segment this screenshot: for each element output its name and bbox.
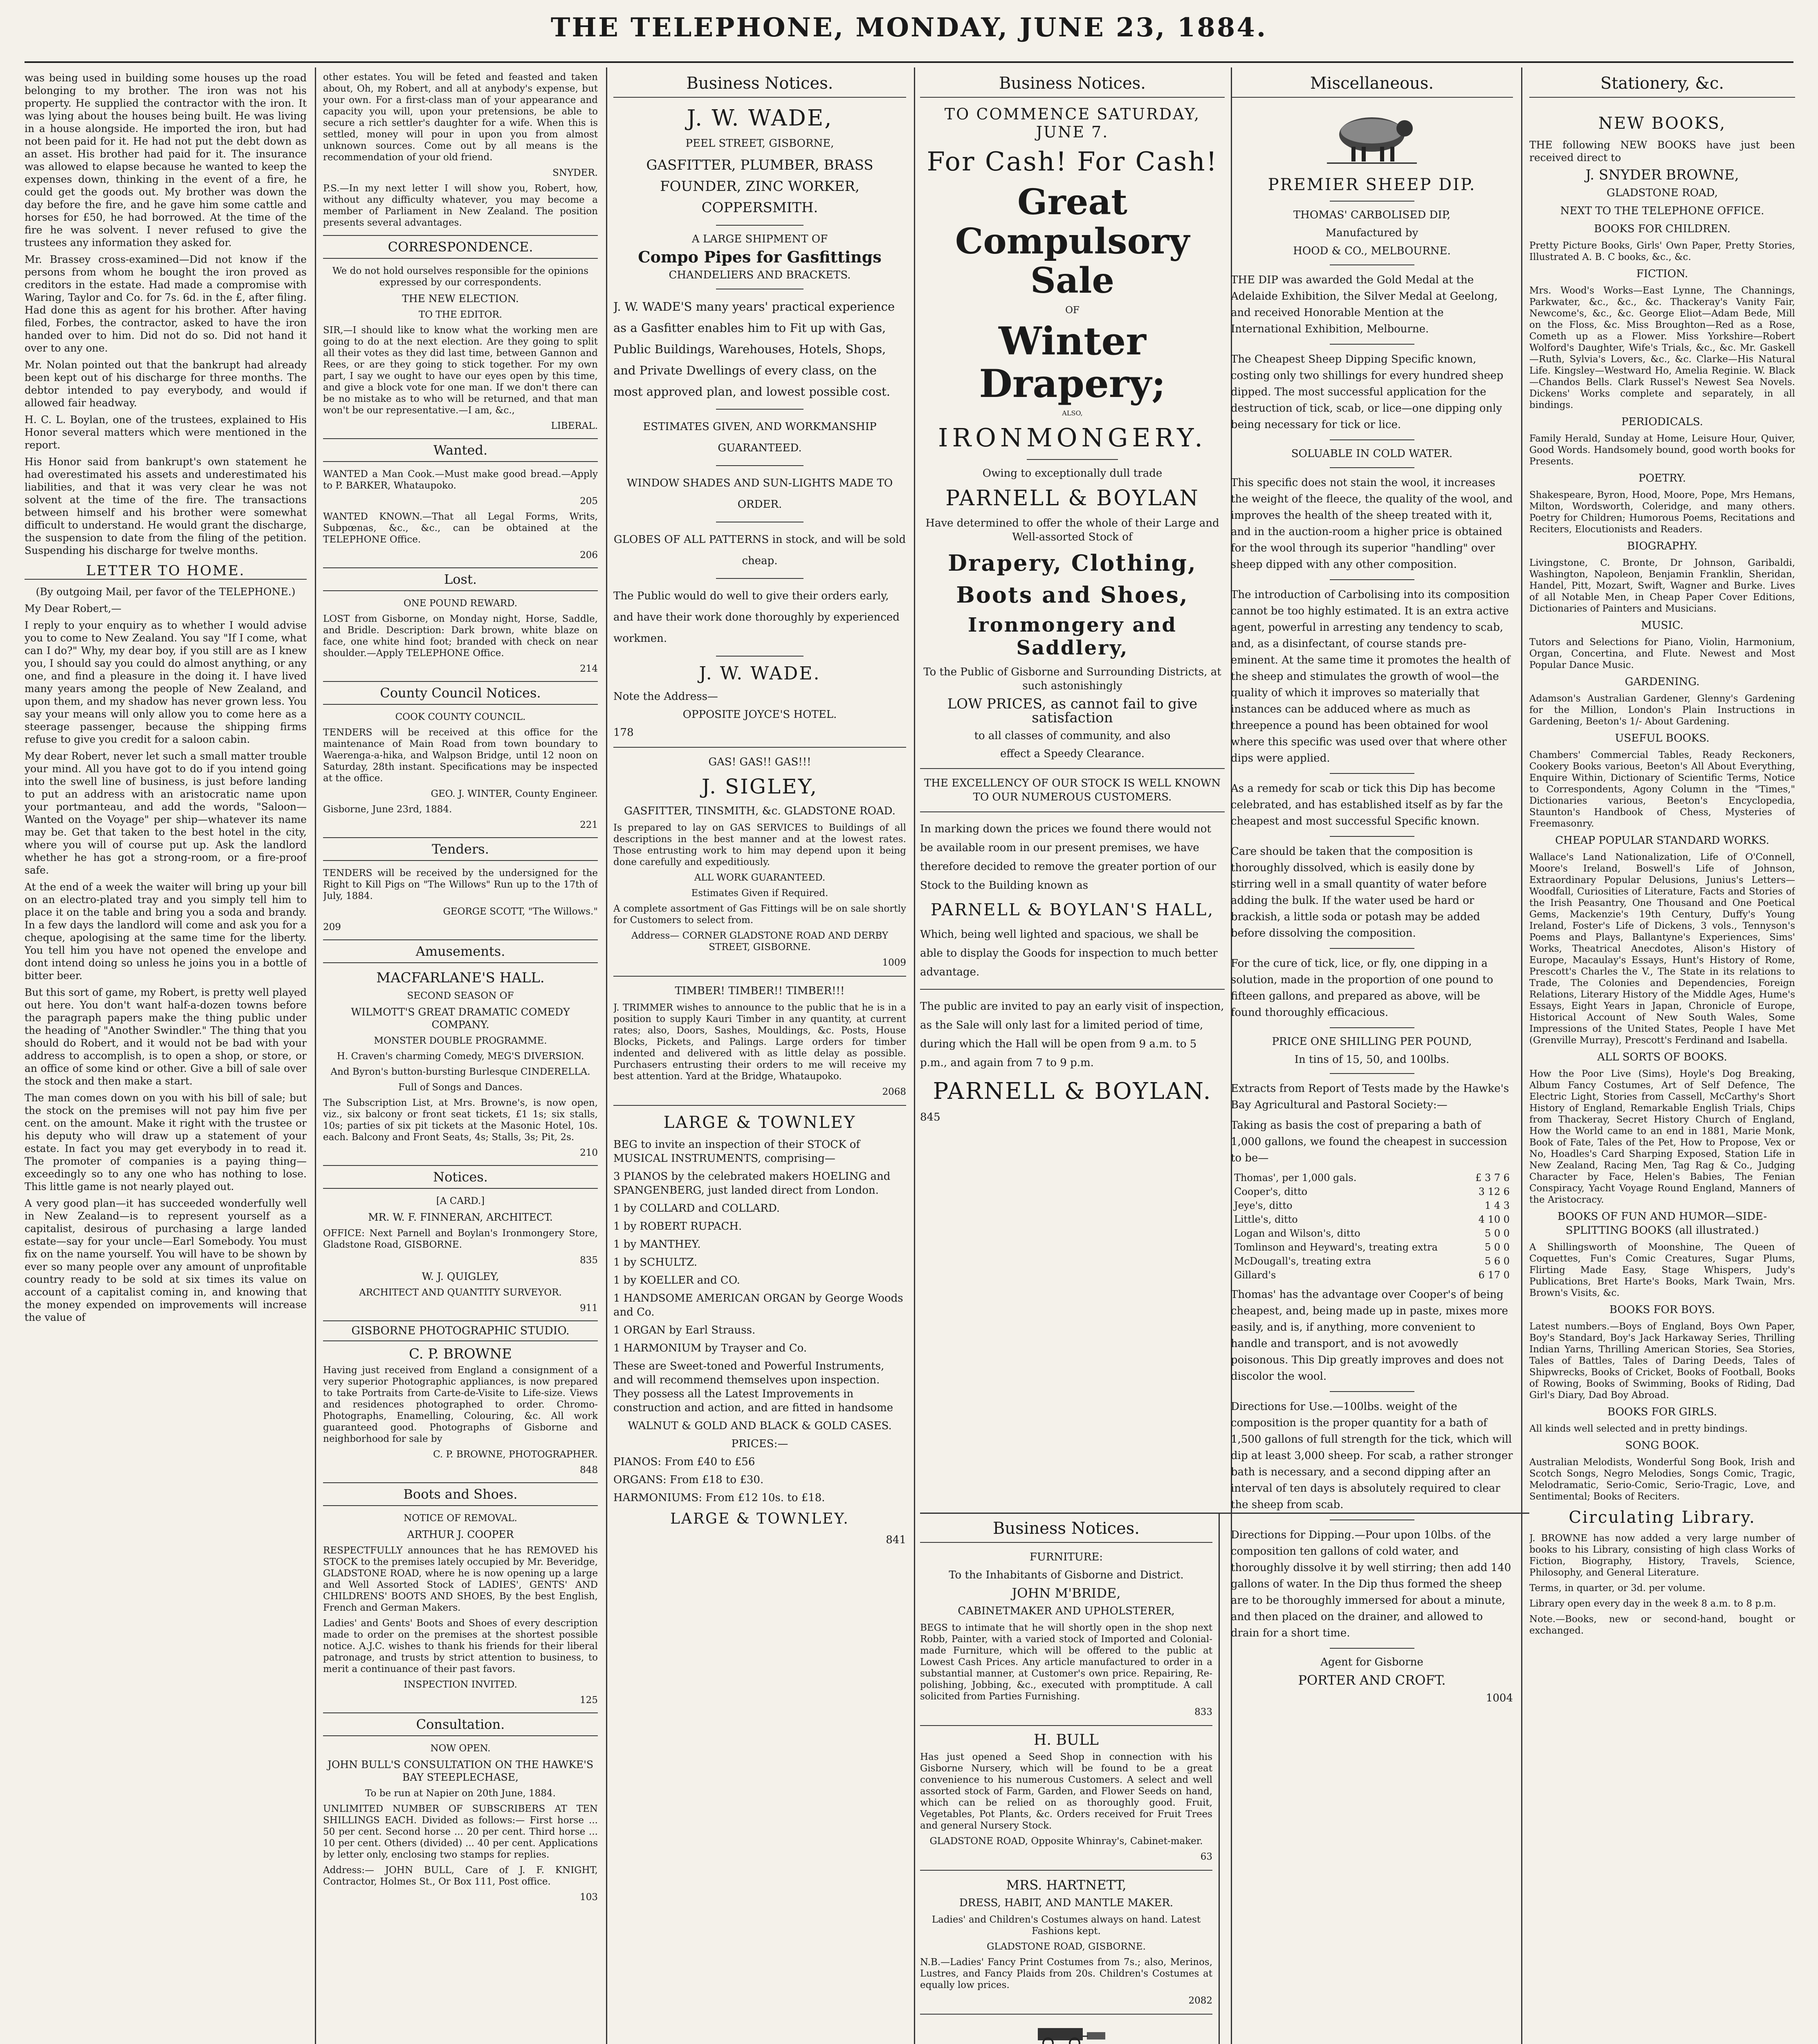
ad-line: ORGANS: From £18 to £30.	[613, 1474, 764, 1486]
ad-line: Note the Address—	[613, 690, 718, 703]
ad-title: MRS. HARTNETT,	[1006, 1877, 1127, 1893]
ad-line: NOW OPEN.	[430, 1743, 491, 1754]
letter-greeting: My Dear Robert,—	[25, 603, 121, 614]
section-heading: Boots and Shoes.	[323, 1482, 598, 1506]
ad-line: PRICE ONE SHILLING PER POUND,	[1272, 1035, 1472, 1048]
coach-icon	[1021, 2022, 1111, 2044]
book-section: PERIODICALS.	[1621, 416, 1703, 428]
ad-line: 1 by SCHULTZ.	[613, 1256, 698, 1269]
book-section: CHEAP POPULAR STANDARD WORKS.	[1555, 834, 1769, 847]
ad-body: Taking as basis the cost of preparing a bath of 1,000 gallons, we found the cheapest in succession to be—	[1231, 1119, 1507, 1164]
ad-line: 1 by KOELLER and CO.	[613, 1274, 740, 1286]
book-section: BOOKS FOR BOYS.	[1609, 1304, 1715, 1316]
ad-line: And Byron's button-bursting Burlesque CINDERELLA.	[330, 1067, 590, 1077]
ad-body: The Cheapest Sheep Dipping Specific known, costing only two shillings for every hundred sheep dipped. The most successful application for the destruction of tick, scab, or lice—one dipping only being necessary for tick or lice.	[1231, 353, 1504, 431]
ad-body: 3 PIANOS by the celebrated makers HOELING and SPANGENBERG, just landed direct from London.	[613, 1170, 891, 1197]
column-divider	[606, 67, 607, 2044]
ad-body: Ladies' and Children's Costumes always on hand. Latest Fashions kept.	[931, 1914, 1201, 1936]
article-paragraph: The man comes down on you with his bill of sale; but the stock on the premises will not pay him five per cent. on the amount. Make it right with the trustee or his deputy who will draw up a statement of your estate. In fact you may get everybody in to read it. The promoter of companies is a paying thing—exceedingly so to any one who has nothing to lose. This little game is not nearly played out.	[25, 1092, 307, 1192]
section-heading: Consultation.	[323, 1712, 598, 1736]
ad-body: Directions for Use.—100lbs. weight of the composition is the proper quantity for a bath of 1,500 gallons of full strength for the tick, which will dip at least 3,000 sheep. For scab, a rather stronger bath is necessary, and a second dipping after an interval of ten days is absolutely required to clear the sheep from scab.	[1231, 1401, 1513, 1511]
ad-body: Has just opened a Seed Shop in connection with his Gisborne Nursery, which will be found to be a great convenience to his numerous Customers. A select and well assorted stock of Farm, Garden, and Flower Seeds on hand, which can be relied on as thoroughly good. Fruit, Vegetables, Pot Plants, &c. Orders received for Fruit Trees and general Nursery Stock.	[920, 1752, 1212, 1831]
ad-body: Note.—Books, new or second-hand, bought or exchanged.	[1529, 1614, 1795, 1636]
ad-line: ARCHITECT AND QUANTITY SURVEYOR.	[359, 1287, 562, 1298]
ad-body: The public are invited to pay an early visit of inspection, as the Sale will only last for a limited period of time, during which the Hall will be open from 9 a.m. to 5 p.m., and again from 7 to 9 p.m.	[920, 1000, 1224, 1069]
ad-body: As a remedy for scab or tick this Dip has become celebrated, and has established itself as by far the cheapest and most successful Specific known.	[1231, 782, 1503, 827]
ad-title: H. BULL	[1034, 1732, 1099, 1748]
ad-title: NEW BOOKS,	[1598, 114, 1726, 133]
ad-line: CABINETMAKER AND UPHOLSTERER,	[958, 1605, 1175, 1617]
ad-body: In marking down the prices we found there would not be available room in our present premises, we have therefore decided to remove the greater portion of our Stock to the Building known as	[920, 823, 1216, 892]
table-row	[1232, 1185, 1512, 1198]
correspondence-title: THE NEW ELECTION.	[402, 293, 519, 305]
column-divider	[1219, 1513, 1220, 2044]
ad-date: Gisborne, June 23rd, 1884.	[323, 804, 452, 815]
ad-line: PARNELL & BOYLAN'S HALL,	[930, 901, 1214, 919]
ad-line: GLOBES OF ALL PATTERNS in stock, and will be sold cheap.	[613, 533, 906, 567]
ad-title: NOTICE OF REMOVAL.	[404, 1513, 517, 1524]
dip-name-cell: Thomas', per 1,000 gals.	[1234, 1172, 1357, 1183]
article-paragraph: His Honor said from bankrupt's own statement he had overestimated his assets and underestimated his liabilities, and that it was very clear he was not solvent at the time of the fire. The transactions between himself and his brother were somewhat difficult to understand. He would grant the discharge, the suspension to date from the filing of the petition. Suspending his discharge for twelve months.	[25, 456, 307, 556]
dip-cost-cell: 4 10 0	[1478, 1214, 1510, 1225]
sale-winter: Winter Drapery;	[979, 319, 1166, 406]
column-6	[1529, 72, 1795, 2044]
classified-ad: TENDERS will be received at this office for the maintenance of Main Road from town boundary to Waerenga-a-hika, and Walpson Bridge, until 12 noon on Saturday, 28th instant. Specifications may be inspected at the office.	[323, 727, 598, 784]
book-section: BOOKS OF FUN AND HUMOR—SIDE-SPLITTING BOOKS (all illustrated.)	[1557, 1210, 1767, 1237]
ad-line: A LARGE SHIPMENT OF	[691, 233, 828, 245]
dip-name-cell: McDougall's, treating extra	[1234, 1255, 1371, 1267]
sale-title: Great Compulsory Sale	[955, 182, 1190, 301]
section-heading: Notices.	[323, 1165, 598, 1189]
ad-signature: GEORGE SCOTT, "The Willows."	[443, 906, 598, 917]
book-list: How the Poor Live (Sims), Hoyle's Dog Breaking, Album Fancy Costumes, Art of Self Defence, The Electric Light, Stories from Cassell, McCarthy's Short History of England, Remarkable English Trials, Chips from Thackeray, Secret History Church of England, How the World came to an end in 1881, Marie Monk, Book of Fate, Tales of the Pet, How to Propose, Vex or No, Hoadles's Card Sharping Exposed, Station Life in New Zealand, Racing Men, Tag Rag & Co., Judging Character by Face, Helen's Babies, The Fenian Conspiracy, Yacht Voyage Round England, Manners of the Aristocracy.	[1529, 1069, 1795, 1205]
ad-line: ESTIMATES GIVEN, AND WORKMANSHIP GUARANTEED.	[643, 421, 877, 454]
ad-line: effect a Speedy Clearance.	[1000, 748, 1145, 760]
ad-body: J. TRIMMER wishes to announce to the public that he is in a position to supply Kauri Timber in any quantity, at current rates; also, Doors, Sashes, Mouldings, &c. Posts, House Blocks, Pickets, and Palings. Large orders for timber indented and delivered with as little delay as possible. Purchasers entrusting their orders to me will receive my best attention. Yard at the Bridge, Whataupoko.	[613, 1002, 906, 1082]
article-paragraph: But this sort of game, my Robert, is pretty well played out here. You don't want half-a-dozen towns before the paragraph papers make the thing public under the heading of "Another Swindler." The thing that you should do Robert, and it would not be bad with your address to accomplish, is to open a shop, or store, or an office of some kind or other. Give a bill of sale over the stock and then make a start.	[25, 986, 307, 1087]
article-paragraph: A very good plan—it has succeeded wonderfully well in New Zealand—is to represent yourself as a capitalist, desirous of purchasing a large landed estate—say for your uncle—Earl Somebody. You must fix on the name yourself. You will have to be shown by ever so many people over any amount of unprofitable country ready to be sold at six times its value on account of a capitalist coming in, and knowing that the money expended on improvements will increase the value of	[25, 1197, 307, 1323]
ad-body: Terms, in quarter, or 3d. per volume.	[1529, 1583, 1706, 1594]
ad-line: Have determined to offer the whole of their Large and Well-assorted Stock of	[925, 517, 1219, 543]
editorial-note: We do not hold ourselves responsible for the opinions expressed by our correspondents.	[332, 266, 589, 288]
column-3	[613, 72, 906, 2044]
ad-body: THE following NEW BOOKS have just been received direct to	[1529, 139, 1795, 164]
ad-body: The Public would do well to give their orders early, and have their work done thoroughly by experienced workmen.	[613, 590, 900, 645]
dip-cost-cell: £ 3 7 6	[1475, 1172, 1510, 1183]
ad-line: ALL WORK GUARANTEED.	[694, 872, 826, 883]
article-paragraph: My dear Robert, never let such a small matter trouble your mind. All you have got to do if you intend going into the swell line of business, is just before landing to put an address with an aristocratic name upon your portmanteau, and add the words, "Saloon—Wanted on the Voyage" per ship—whatever its name may be. Get that taken to the best hotel in the city, where you will of course put up. Ask the landlord whether he has got a strong-room, or a fire-proof safe.	[25, 750, 307, 876]
correspondence-body: SIR,—I should like to know what the working men are going to do at the next election. Are they going to split all their votes as they did last time, between Gannon and Rees, or are they going to stick together. For my own part, I say we ought to have our eyes open by this time, and give a block vote for one man. If we don't there can be no mistake as to who will be returned, and that man won't be our representative.—I am, &c.,	[323, 325, 598, 416]
ad-line: Owing to exceptionally dull trade	[982, 467, 1163, 480]
ad-line: Ironmongery and Saddlery,	[968, 614, 1177, 659]
table-row	[1232, 1241, 1512, 1254]
book-list: Wallace's Land Nationalization, Life of O'Connell, Moore's Ireland, Boswell's Life of Johnson, Extraordinary Popular Delusions, Junius's Letters—Woodfall, Curiosities of Literature, Facts and Stories of the Irish Peasantry, One Thousand and One Poetical Gems, Mackenzie's 19th Century, Duffy's Young Ireland, Foster's Life of Dickens, 3 vols., Tennyson's Poems and Plays, Ballantyne's Experiences, Sims' Works, Theatrical Anecdotes, Alison's History of Europe, Macaulay's Essays, Hunt's History of Rome, Prescott's Charles the V., The State in its relations to Trade, The Colonies and Dependencies, Foreign Relations, Literary History of the Middle Ages, Hume's Essays, Eight Years in Japan, Chronicle of Europe, Historical Account of New South Wales, Some Impressions of the United States, People I have Met (Grenville Murray), Prescott's Ferdinand and Isabella.	[1529, 852, 1795, 1046]
classified-ad: The Subscription List, at Mrs. Browne's, is now open, viz., six balcony or front seat tickets, £1 1s; six stalls, 10s; parties of six pit tickets at the Masonic Hotel, 10s. each. Balcony and Front Seats, 4s; Stalls, 3s; Pit, 2s.	[323, 1098, 598, 1143]
ad-line: WILMOTT'S GREAT DRAMATIC COMEDY COMPANY.	[351, 1006, 570, 1031]
ad-line: GLADSTONE ROAD,	[1607, 187, 1718, 199]
ad-body: Which, being well lighted and spacious, we shall be able to display the Goods for inspection to much better advantage.	[920, 928, 1218, 978]
ad-line: SECOND SEASON OF	[407, 991, 514, 1001]
ad-line: HARMONIUMS: From £12 10s. to £18.	[613, 1492, 825, 1504]
book-list: Pretty Picture Books, Girls' Own Paper, Pretty Stories, Illustrated A. B. C books, &c., &c.	[1529, 240, 1795, 262]
ad-number: 848	[580, 1465, 598, 1475]
ad-number: 103	[580, 1892, 598, 1903]
ad-body: Thomas' has the advantage over Cooper's of being cheapest, and, being made up in paste, mixes more easily, and is, if anything, more convenient to handle and transport, and is not avowedly poisonous. This Dip greatly improves and does not discolor the wool.	[1231, 1289, 1508, 1383]
article-paragraph: I reply to your enquiry as to whether I would advise you to come to New Zealand. You say "If I come, what can I do?" Why, my dear boy, if you still are as I knew you, I should say you could do almost anything, or any one, and find a pleasure in the doing it. I have lived many years among the people of New Zealand, and upon them, and my shadow has never grown less. You say your means will only allow you to come here as a steerage passenger, because the shipping firms refuse to give you credit for a saloon cabin.	[25, 619, 307, 745]
ad-title: Circulating Library.	[1569, 1508, 1756, 1527]
ad-line: PRICES:—	[731, 1438, 788, 1450]
ad-body: N.B.—Ladies' Fancy Print Costumes from 7s.; also, Merinos, Lustres, and Fancy Plaids from 20s. Children's Costumes at equally low prices.	[920, 1957, 1212, 1990]
classified-ad: RESPECTFULLY announces that he has REMOVED his STOCK to the premises lately occupied by Mr. Beveridge, GLADSTONE ROAD, where he is now opening up a large and Well Assorted Stock of LADIES', GENTS' AND CHILDRENS' BOOTS AND SHOES, By the best English, French and German Makers.	[323, 1545, 598, 1613]
section-heading: Wanted.	[323, 438, 598, 462]
classified-ad: TENDERS will be received by the undersigned for the Right to Kill Pigs on "The Willows" Run up to the 17th of July, 1884.	[323, 868, 598, 901]
ad-line: Agent for Gisborne	[1320, 1656, 1423, 1668]
dip-cost-cell: 5 0 0	[1484, 1242, 1510, 1253]
ad-number: 178	[613, 726, 634, 739]
ad-body: Is prepared to lay on GAS SERVICES to Buildings of all descriptions in the best manner and at the lowest rates. Those entrusting work to him may depend upon it being done carefully and expeditiously.	[613, 823, 906, 867]
ad-line: Compo Pipes for Gasfittings	[638, 248, 882, 266]
ad-line: In tins of 15, 50, and 100lbs.	[1294, 1053, 1450, 1066]
ad-line: GASFITTER, PLUMBER, BRASS FOUNDER, ZINC WORKER, COPPERSMITH.	[646, 157, 873, 216]
ad-title: ONE POUND REWARD.	[403, 598, 518, 609]
ad-number: 125	[580, 1695, 598, 1706]
dip-name-cell: Jeye's, ditto	[1234, 1200, 1293, 1211]
book-section: USEFUL BOOKS.	[1615, 732, 1710, 744]
ad-body: THE DIP was awarded the Gold Medal at the Adelaide Exhibition, the Silver Medal at Geelong, and received Honorable Mention at the International Exhibition, Melbourne.	[1231, 274, 1498, 335]
classified-ad: UNLIMITED NUMBER OF SUBSCRIBERS AT TEN SHILLINGS EACH. Divided as follows:— First horse ... 50 per cent. Second horse ... 20 per cent. Third horse ... 10 per cent. Others (divided) ... 40 per cent. Applications by letter only, enclosing two stamps for replies.	[323, 1804, 598, 1860]
ad-title: W. J. QUIGLEY,	[422, 1271, 499, 1282]
ad-title: J. SIGLEY,	[701, 775, 818, 798]
ad-line: Drapery, Clothing,	[948, 550, 1197, 576]
dip-name-cell: Little's, ditto	[1234, 1214, 1298, 1225]
table-row	[1232, 1255, 1512, 1268]
ad-title: JOHN M'BRIDE,	[1012, 1585, 1121, 1601]
article-paragraph: Mr. Brassey cross-examined—Did not know if the persons from whom he bought the iron proved as creditors in the estate. Had made a compromise with Waring, Taylor and Co. for 7s. 6d. in the £, after filing. Had done this as agent for his brother. After having filed, Forbes, the contractor, asked to have the iron handed over to him. Did not do so. Did not hand it over to any one.	[25, 253, 307, 354]
article-paragraph: At the end of a week the waiter will bring up your bill on an electro-plated tray and you simply tell him to place it on the table and bring you a soda and brandy. In a few days the landlord will come and ask you for a cheque, apologising at the same time for the liberty. You tell him you have not opened the envelope and dont intend doing so unless he joins you in a bottle of bitter beer.	[25, 881, 307, 982]
ad-line: CHANDELIERS AND BRACKETS.	[669, 269, 851, 281]
column-divider	[914, 67, 915, 2044]
ad-line: 1 by MANTHEY.	[613, 1238, 701, 1251]
column-4-left	[920, 1517, 1212, 2044]
ad-title: MACFARLANE'S HALL.	[376, 970, 545, 986]
ad-title: TIMBER! TIMBER!! TIMBER!!!	[675, 985, 845, 997]
ad-body: BEG to invite an inspection of their STOCK of MUSICAL INSTRUMENTS, comprising—	[613, 1139, 860, 1165]
ad-number: 63	[1200, 1851, 1212, 1862]
ad-line: LOW PRICES, as cannot fail to give satisfaction	[947, 696, 1198, 726]
book-list: Latest numbers.—Boys of England, Boys Own Paper, Boy's Standard, Boy's Jack Harkaway Series, Thrilling Indian Yarns, Thrilling American Stories, Sea Stories, Tales of Battles, Tales of Daring Deeds, Tales of Shipwrecks, Books of Cricket, Books of Football, Books of Rowing, Books of Swimming, Books of Riding, Dad Girl's Diary, Dad Boy Abroad.	[1529, 1321, 1795, 1401]
ad-line: DRESS, HABIT, AND MANTLE MAKER.	[959, 1897, 1174, 1909]
ad-line: Manufactured by	[1325, 227, 1418, 239]
table-row	[1232, 1213, 1512, 1226]
ad-signature: C. P. BROWNE, PHOTOGRAPHER.	[433, 1449, 598, 1460]
ad-number: 835	[580, 1255, 598, 1266]
ad-line: 1 ORGAN by Earl Strauss.	[613, 1324, 756, 1336]
column-divider	[315, 67, 316, 2044]
ad-title: LARGE & TOWNLEY	[663, 1113, 856, 1132]
book-section: FICTION.	[1636, 268, 1688, 280]
ad-line: HOOD & CO., MELBOURNE.	[1293, 245, 1451, 257]
ad-line: FURNITURE:	[1029, 1551, 1103, 1563]
ad-number: 221	[580, 820, 598, 830]
ad-body: BEGS to intimate that he will shortly open in the shop next Robb, Painter, with a varied stock of Imported and Colonial-made Furniture, which will be offered to the public at Lowest Cash Prices. Any article manufactured to order in a substantial manner, at Customer's own price. Repairing, Re-polishing, Jobbing, &c., executed with promptitude. A call solicited from Parties Furnishing.	[920, 1623, 1212, 1702]
ad-body: A complete assortment of Gas Fittings will be on sale shortly for Customers to select from.	[613, 903, 906, 926]
ad-number: 845	[920, 1111, 940, 1123]
ad-line: [A CARD.]	[436, 1196, 485, 1206]
section-heading: Lost.	[323, 567, 598, 591]
ad-line: 1 by COLLARD and COLLARD.	[613, 1202, 780, 1215]
ad-number: 206	[580, 550, 598, 560]
ad-signature: J. W. WADE.	[699, 663, 821, 684]
section-heading: Stationery, &c.	[1529, 72, 1795, 98]
classified-ad: Ladies' and Gents' Boots and Shoes of every description made to order on the premises at the shortest possible notice. A.J.C. wishes to thank his friends for their liberal patronage, and trusts by strict attention to business, to merit a continuance of their past favors.	[323, 1618, 598, 1674]
ad-line: THOMAS' CARBOLISED DIP,	[1293, 209, 1451, 221]
ad-body: J. BROWNE has now added a very large number of books to his Library, consisting of high class Works of Fiction, Biography, History, Travels, Science, Philosophy, and General Literature.	[1529, 1533, 1795, 1578]
ad-line: Estimates Given if Required.	[691, 888, 828, 899]
ad-line: To the Inhabitants of Gisborne and District.	[949, 1569, 1184, 1581]
article-paragraph: other estates. You will be feted and feasted and taken about, Oh, my Robert, and all at anybody's expense, but your own. For a first-class man of your appearance and capacity you will, upon your pretensions, be able to secure a rich settler's daughter for a wife. When this is settled, money will pour in upon you from almost unknown sources. Come out by all means is the recommendation of your old friend.	[323, 72, 598, 163]
book-list: Australian Melodists, Wonderful Song Book, Irish and Scotch Songs, Negro Melodies, Songs Comic, Tragic, Melodramatic, Serio-Comic, Serio-Tragic, Love, and Sentimental; Books of Reciters.	[1529, 1457, 1795, 1502]
column-5	[1231, 72, 1513, 2044]
ad-title: ARTHUR J. COOPER	[407, 1529, 514, 1540]
ad-line: to all classes of community, and also	[974, 730, 1171, 742]
column-1	[25, 72, 307, 2044]
book-section: MUSIC.	[1641, 619, 1683, 632]
ad-signature: PORTER AND CROFT.	[1298, 1672, 1446, 1688]
ad-line: To the Public of Gisborne and Surrounding Districts, at such astonishingly	[923, 666, 1221, 692]
ad-body: Care should be taken that the composition is thoroughly dissolved, which is easily done by stirring well in a small quantity of water before adding the bulk. If the water used be hard or brackish, a little soda or potash may be added before dissolving the composition.	[1231, 845, 1487, 939]
section-heading: Business Notices.	[920, 72, 1225, 98]
ad-signature: GEO. J. WINTER, County Engineer.	[431, 789, 598, 799]
classified-ad: LOST from Gisborne, on Monday night, Horse, Saddle, and Bridle. Description: Dark brown, white blaze on face, one white hind foot; branded with check on near shoulder.—Apply TELEPHONE Office.	[323, 614, 598, 659]
ad-body: Extracts from Report of Tests made by the Hawke's Bay Agricultural and Pastoral Society:—	[1231, 1083, 1509, 1111]
masthead-rule	[25, 61, 1793, 63]
ad-line: PIANOS: From £40 to £56	[613, 1456, 755, 1468]
dip-cost-cell: 5 0 0	[1484, 1228, 1510, 1239]
ad-number: 209	[323, 922, 341, 932]
article-paragraph: was being used in building some houses up the road belonging to my brother. The iron was not his property. He supplied the contractor with the iron. It was lying about the houses being built. He was living in a house alongside. He imported the iron, but had not been paid for it. He had not put the debt down as an asset. His brother had paid for it. The insurance was allowed to elapse because he wanted to keep the expenses down, thinking in the event of a fire, he could get the goods out. My brother was down the day before the fire, and he gave him some cattle and horses for £50, he had borrowed. At the time of the fire he was solvent. I never refused to give the trustees any information they asked for.	[25, 72, 307, 249]
ad-number: 1004	[1486, 1692, 1513, 1704]
letter-subheading: (By outgoing Mail, per favor of the TELEPHONE.)	[36, 586, 296, 598]
ad-title: JOHN BULL'S CONSULTATION ON THE HAWKE'S BAY STEEPLECHASE,	[327, 1759, 594, 1783]
book-section: BOOKS FOR CHILDREN.	[1594, 223, 1730, 235]
dip-cost-cell: 1 4 3	[1484, 1200, 1510, 1211]
correspondence-to: TO THE EDITOR.	[418, 309, 503, 320]
ad-body: J. W. WADE'S many years' practical experience as a Gasfitter enables him to Fit up with Gas, Public Buildings, Warehouses, Hotels, Shops, and Private Dwellings of every class, on the most approved plan, and lowest possible cost.	[613, 300, 895, 399]
ad-title: PREMIER SHEEP DIP.	[1268, 175, 1476, 194]
ad-body: The introduction of Carbolising into its composition cannot be too highly estimated. It is an extra active agent, powerful in arresting any tendency to scab, and, as a disinfectant, of course stands pre-eminent. At the same time it promotes the health of the sheep and stimulates the growth of wool—the quality of which it improves so materially that instances can be adduced where as much as threepence a pound has been obtained for wool where this specific was used over that where other dips were applied.	[1231, 589, 1511, 764]
ad-line: SOLUABLE IN COLD WATER.	[1291, 448, 1453, 460]
book-section: SONG BOOK.	[1625, 1439, 1699, 1452]
section-heading: County Council Notices.	[323, 681, 598, 705]
book-list: Adamson's Australian Gardener, Glenny's Gardening for the Million, London's Plain Instructions in Gardening, Beeton's 1/- About Gardening.	[1529, 693, 1795, 727]
ad-line: GASFITTER, TINSMITH, &c. GLADSTONE ROAD.	[624, 805, 896, 817]
section-heading: CORRESPONDENCE.	[323, 235, 598, 259]
book-list: Family Herald, Sunday at Home, Leisure Hour, Quiver, Good Words. Handsomely bound, good worth books for Presents.	[1529, 433, 1795, 467]
classified-ad: WANTED a Man Cook.—Must make good bread.—Apply to P. BARKER, Whataupoko.	[323, 469, 598, 491]
ad-number: 841	[886, 1534, 906, 1546]
ad-number: 214	[580, 663, 598, 674]
book-section: POETRY.	[1638, 472, 1686, 484]
ad-number: 911	[580, 1303, 598, 1313]
ad-line: PEEL STREET, GISBORNE,	[685, 137, 834, 150]
article-paragraph: H. C. L. Boylan, one of the trustees, explained to His Honor several matters which were mentioned in the report.	[25, 414, 307, 451]
ad-line: GLADSTONE ROAD, Opposite Whinray's, Cabinet-maker.	[929, 1836, 1203, 1847]
book-list: Tutors and Selections for Piano, Violin, Harmonium, Organ, Concertina, and Flute. Newest and Most Popular Dance Music.	[1529, 637, 1795, 670]
classified-ad: Having just received from England a consignment of a very superior Photographic appliances, is now prepared to take Portraits from Carte-de-Visite to Life-size. Views and residences photographed to order. Chromo-Photographs, Enamelling, Colouring, &c. All work guaranteed good. Photographs of Gisborne and neighborhood for sale by	[323, 1365, 598, 1444]
dip-name-cell: Cooper's, ditto	[1234, 1186, 1308, 1197]
sale-cash: For Cash! For Cash!	[927, 147, 1218, 177]
sale-commence: TO COMMENCE SATURDAY, JUNE 7.	[944, 105, 1201, 141]
ad-line: NEXT TO THE TELEPHONE OFFICE.	[1560, 205, 1764, 217]
dip-cost-table	[1231, 1170, 1513, 1282]
book-section: BOOKS FOR GIRLS.	[1607, 1406, 1717, 1418]
ad-line: 1 HARMONIUM by Trayser and Co.	[613, 1342, 807, 1354]
ad-line: Full of Songs and Dances.	[398, 1082, 523, 1093]
book-list: Chambers' Commercial Tables, Ready Reckoners, Cookery Books various, Beeton's All About Everything, Enquire Within, Dictionary of Scientific Terms, Notice to Correspondents, Agony Column in the "Times," Dictionaries various, Beeton's Encyclopedia, Staunton's Handbook of Chess, Mysteries of Freemasonry.	[1529, 750, 1795, 829]
ad-line: WALNUT & GOLD AND BLACK & GOLD CASES.	[628, 1420, 892, 1432]
ad-signature: LARGE & TOWNLEY.	[670, 1511, 849, 1527]
sale-iron: IRONMONGERY.	[938, 423, 1207, 453]
section-heading: Amusements.	[323, 939, 598, 963]
dip-cost-cell: 6 17 0	[1478, 1269, 1510, 1281]
table-row	[1232, 1171, 1512, 1184]
dip-name-cell: Gillard's	[1234, 1269, 1276, 1281]
ad-title: COOK COUNTY COUNCIL.	[395, 712, 526, 722]
dip-cost-cell: 5 6 0	[1484, 1255, 1510, 1267]
article-paragraph: P.S.—In my next letter I will show you, Robert, how, without any difficulty whatever, you may become a member of Parliament in New Zealand. The position presents several advantages.	[323, 183, 598, 228]
ad-line: MONSTER DOUBLE PROGRAMME.	[374, 1035, 547, 1046]
ad-title: J. W. WADE,	[687, 105, 833, 131]
book-section: GARDENING.	[1625, 676, 1700, 688]
ad-body: For the cure of tick, lice, or fly, one dipping in a solution, made in the proportion of one pound to fifteen gallons, and prepared as above, will be found thoroughly efficacious.	[1231, 957, 1493, 1019]
ad-title: PARNELL & BOYLAN	[945, 486, 1199, 511]
article-paragraph: Mr. Nolan pointed out that the bankrupt had already been kept out of his discharge for three months. The debtor intended to pay everybody, and would if allowed fair headway.	[25, 359, 307, 409]
table-row	[1232, 1199, 1512, 1212]
ad-line: OPPOSITE JOYCE'S HOTEL.	[682, 708, 837, 721]
dip-name-cell: Logan and Wilson's, ditto	[1234, 1228, 1360, 1239]
sheep-icon	[1323, 106, 1421, 167]
section-heading: Tenders.	[323, 837, 598, 861]
dip-cost-cell: 3 12 6	[1478, 1186, 1510, 1197]
ad-line: GLADSTONE ROAD, GISBORNE.	[987, 1941, 1146, 1952]
ad-line: 1 HANDSOME AMERICAN ORGAN by George Woods and Co.	[613, 1292, 903, 1318]
ad-number: 1009	[882, 957, 906, 968]
ad-line: 1 by ROBERT RUPACH.	[613, 1220, 742, 1233]
table-row	[1232, 1227, 1512, 1240]
dip-name-cell: Tomlinson and Heyward's, treating extra	[1234, 1242, 1438, 1253]
section-heading: GISBORNE PHOTOGRAPHIC STUDIO.	[323, 1320, 598, 1341]
classified-ad: WANTED KNOWN.—That all Legal Forms, Writs, Subpœnas, &c., &c., can be obtained at the TELEPHONE Office.	[323, 511, 598, 545]
ad-body: Directions for Dipping.—Pour upon 10lbs. of the composition ten gallons of cold water, and thoroughly dissolve it by well stirring; then add 140 gallons of water. In the Dip thus formed the sheep are to be thoroughly immersed for about a minute, and then placed on the drainer, and allowed to drain for a short time.	[1231, 1529, 1511, 1639]
ad-title: C. P. BROWNE	[409, 1346, 512, 1362]
ad-line: WINDOW SHADES AND SUN-LIGHTS MADE TO ORDER.	[626, 477, 893, 511]
ad-signature: PARNELL & BOYLAN.	[933, 1078, 1212, 1105]
section-heading: Business Notices.	[613, 72, 906, 98]
masthead: THE TELEPHONE, MONDAY, JUNE 23, 1884.	[550, 12, 1268, 43]
classified-ad: Address:— JOHN BULL, Care of J. F. KNIGHT, Contractor, Holmes St., Or Box 111, Post office.	[323, 1865, 598, 1887]
column-divider	[1521, 67, 1522, 2044]
ad-title: MR. W. F. FINNERAN, ARCHITECT.	[368, 1211, 553, 1223]
ad-line: Address— CORNER GLADSTONE ROAD AND DERBY STREET, GISBORNE.	[631, 930, 889, 953]
book-list: Livingstone, C. Bronte, Dr Johnson, Garibaldi, Washington, Napoleon, Benjamin Franklin, Sheridan, Handel, Pitt, Mozart, Swift, Wagner and Burke. Lives of all Notable Men, in Cheap Paper Cover Editions, Dictionaries of Painters and Musicians.	[1529, 558, 1795, 614]
correspondence-signature: LIBERAL.	[551, 421, 598, 431]
book-list: Mrs. Wood's Works—East Lynne, The Channings, Parkwater, &c., &c., &c. Thackeray's Vanity Fair, Newcome's, &c., &c. George Eliot—Adam Bede, Mill on the Floss, &c. Miss Broughton—Red as a Rose, Cometh up as a Flower. Miss Yorkshire—Robert Wolford's Daughter, Wife's Trials, &c., &c. Mr. Gaskell—Ruth, Sylvia's Lovers, &c., &c. Clarke—His Natural Life. Kingsley—Westward Ho, Amelia Reginie. W. Black—Chandos Bells. Clark Russel's Newest Sea Novels. Dickens' Works complete and separately, in all bindings.	[1529, 285, 1795, 410]
letter-signature: SNYDER.	[552, 168, 598, 178]
letter-heading: LETTER TO HOME.	[25, 563, 307, 580]
ad-line: THE EXCELLENCY OF OUR STOCK IS WELL KNOWN TO OUR NUMEROUS CUSTOMERS.	[924, 777, 1221, 803]
ad-body: This specific does not stain the wool, it increases the weight of the fleece, the quality of the wool, and improves the health of the sheep treated with it, and in the auction-room a higher price is obtained for the wool through its superior "handling" over sheep dipped with any other composition.	[1231, 477, 1513, 571]
classified-ad: OFFICE: Next Parnell and Boylan's Ironmongery Store, Gladstone Road, GISBORNE.	[323, 1228, 598, 1250]
ad-line: H. Craven's charming Comedy, MEG'S DIVERSION.	[337, 1051, 584, 1062]
sale-also: ALSO,	[1062, 409, 1083, 417]
ad-number: 833	[1194, 1707, 1212, 1717]
section-heading: Miscellaneous.	[1231, 72, 1513, 98]
book-section: ALL SORTS OF BOOKS.	[1597, 1051, 1727, 1063]
section-heading: Business Notices.	[920, 1517, 1212, 1543]
book-list: All kinds well selected and in pretty bindings.	[1529, 1423, 1748, 1434]
ad-line: To be run at Napier on 20th June, 1884.	[365, 1788, 556, 1799]
book-section: BIOGRAPHY.	[1627, 540, 1698, 552]
sale-of: OF	[1065, 305, 1080, 316]
ad-number: 205	[580, 496, 598, 507]
ad-number: 2068	[882, 1087, 906, 1097]
ad-number: 210	[580, 1148, 598, 1158]
book-list: A Shillingsworth of Moonshine, The Queen of Coquettes, Fun's Comic Creatures, Sugar Plums, Flirting Made Easy, Stage Whispers, Judy's Publications, Bret Harte's Books, Mark Twain, Mrs. Brown's Visits, &c.	[1529, 1242, 1795, 1298]
ad-title: GAS! GAS!! GAS!!!	[708, 756, 811, 768]
ad-line: INSPECTION INVITED.	[404, 1679, 517, 1690]
table-row	[1232, 1269, 1512, 1282]
ad-title: J. SNYDER BROWNE,	[1585, 167, 1739, 183]
ad-number: 2082	[1188, 1995, 1212, 2006]
column-2	[323, 72, 598, 2044]
book-list: Shakespeare, Byron, Hood, Moore, Pope, Mrs Hemans, Milton, Wordsworth, Coleridge, and many others. Poetry for Children; Humorous Poems, Recitations and Reciters, Elocutionists and Readers.	[1529, 490, 1795, 535]
ad-line: Boots and Shoes,	[956, 582, 1189, 608]
ad-body: Library open every day in the week 8 a.m. to 8 p.m.	[1529, 1598, 1776, 1609]
ad-body: These are Sweet-toned and Powerful Instruments, and will recommend themselves upon inspection. They possess all the Latest Improvements in construction and action, and are fitted in handsome	[613, 1360, 893, 1414]
